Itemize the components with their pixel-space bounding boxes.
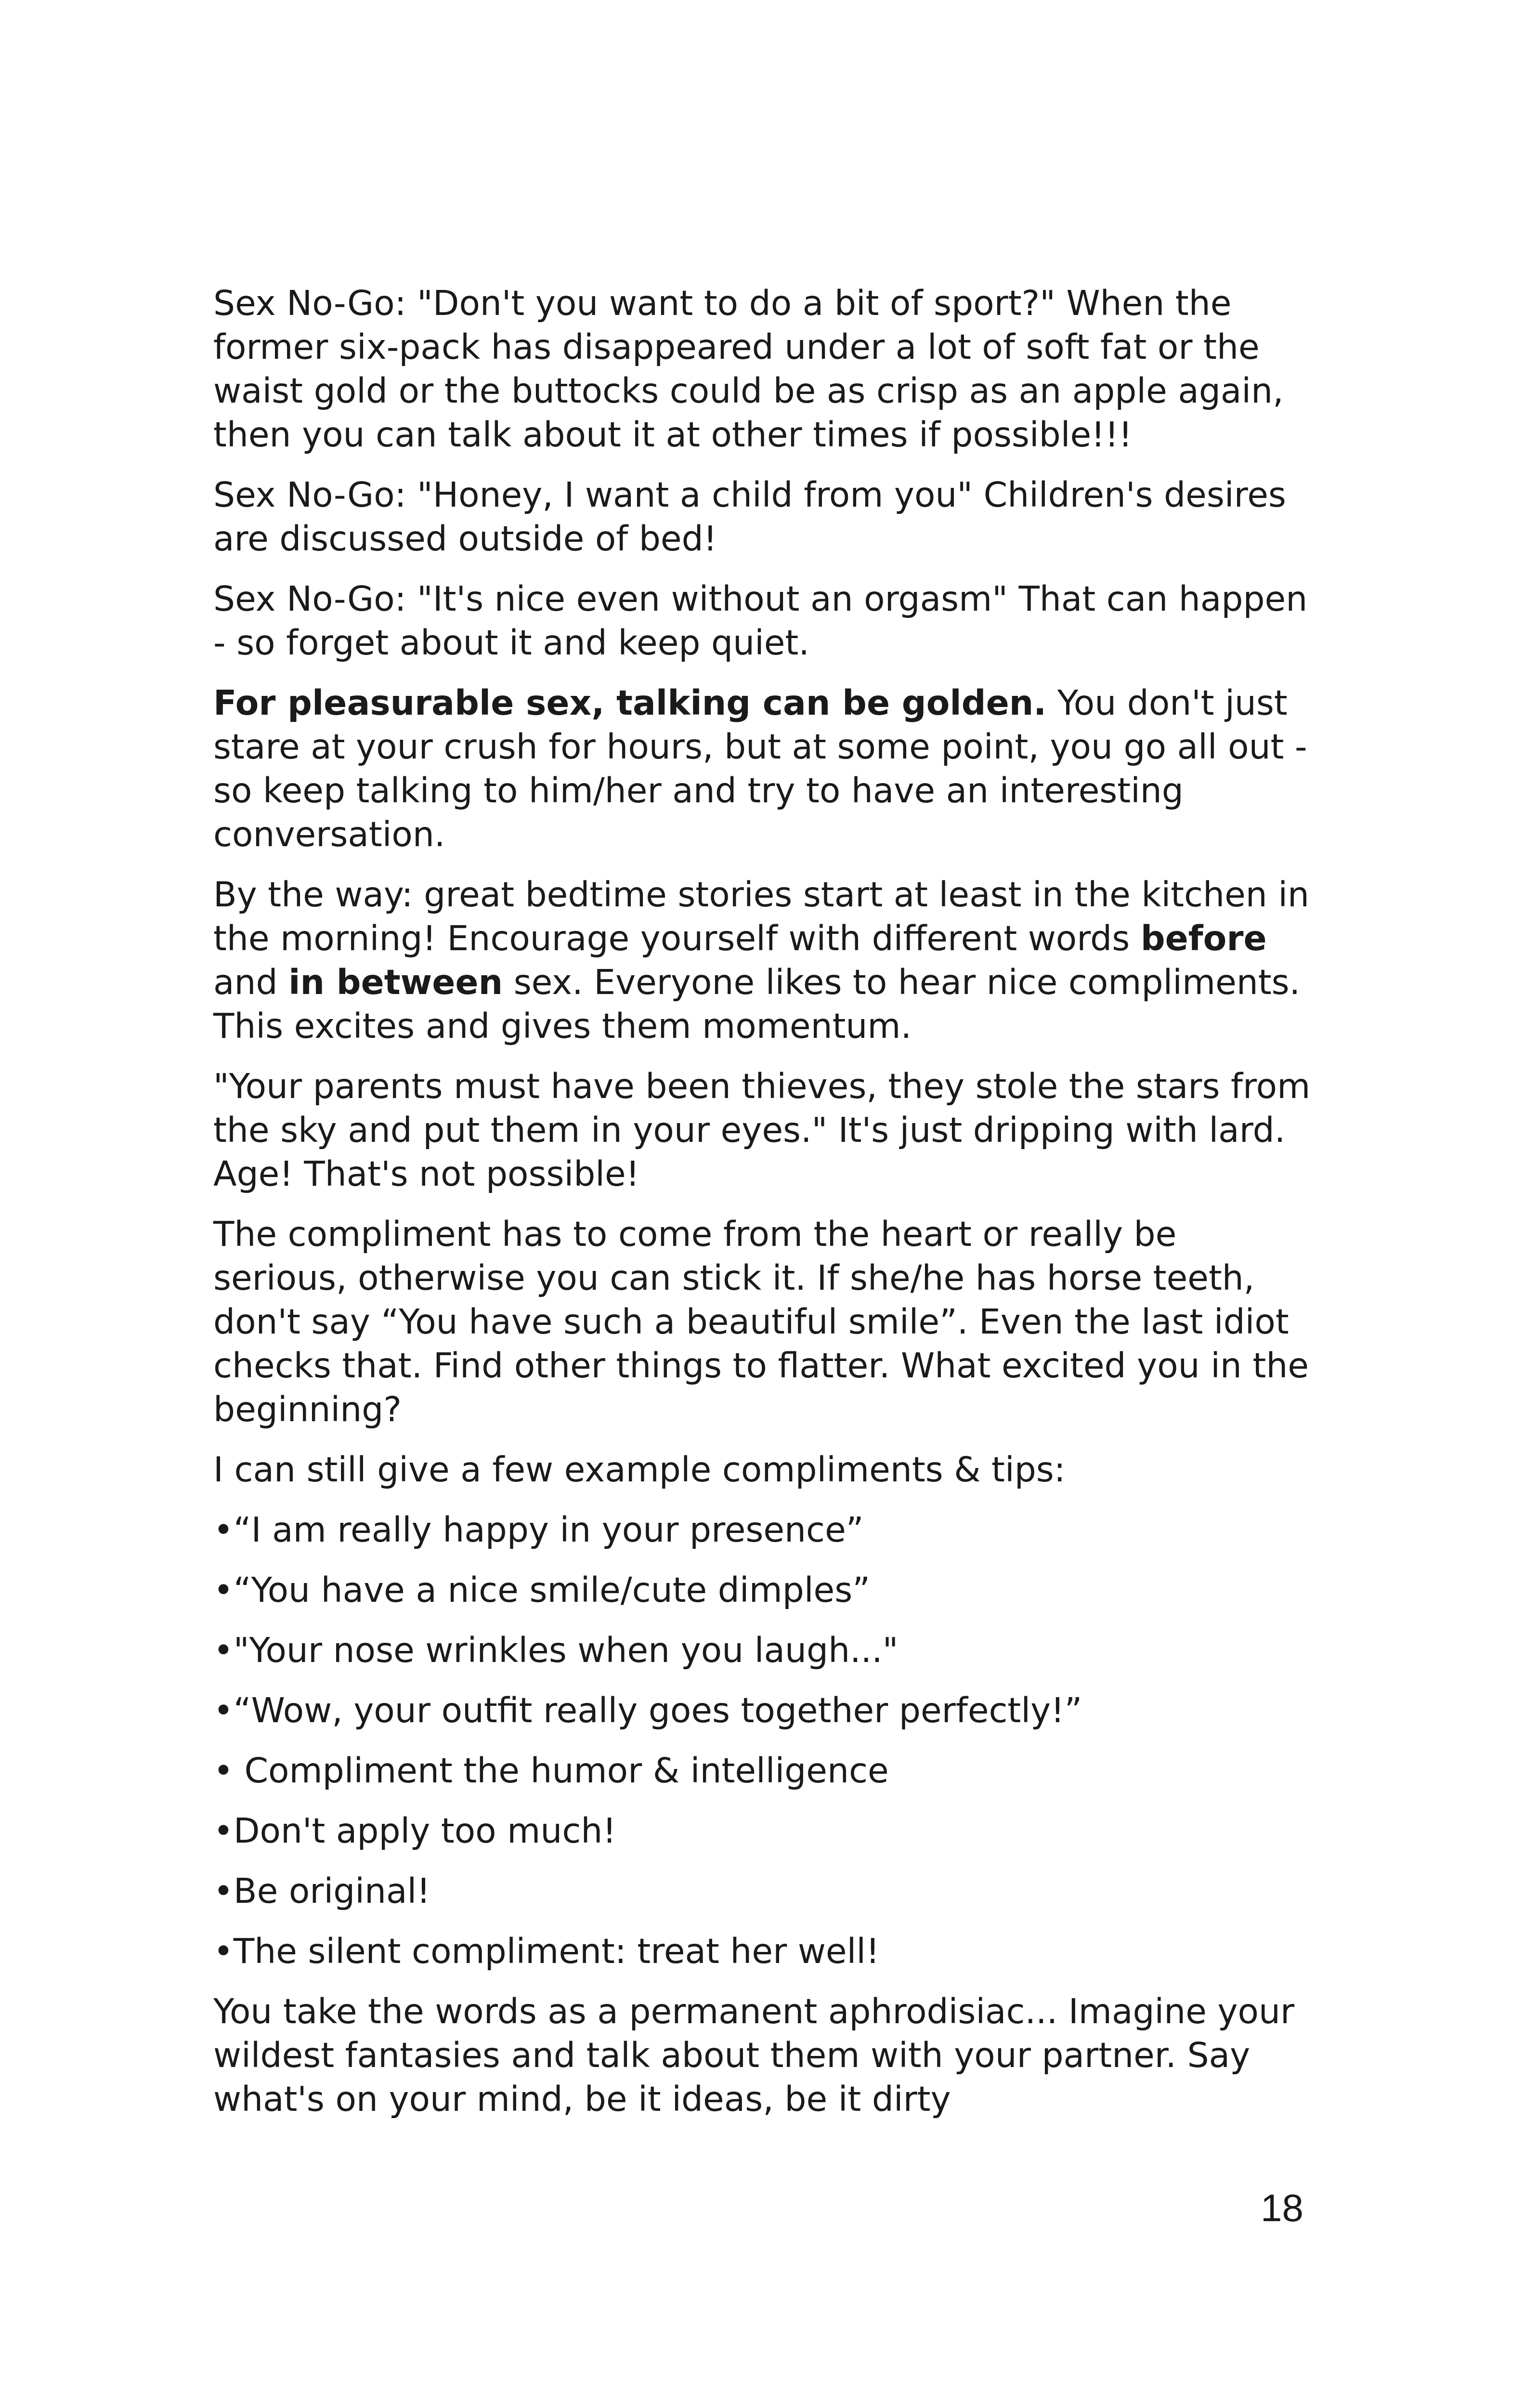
list-item: •“Wow, your outfit really goes together perfectly!” [213,1690,1082,1730]
list-item: •The silent compliment: treat her well! [213,1931,880,1971]
list-item: •"Your nose wrinkles when you laugh..." [213,1630,899,1670]
list-item: •“You have a nice smile/cute dimples” [213,1570,871,1610]
talking-text: You don't just stare at your crush for hours, but at some point, you go all out - so keep talking to him/her and try to have an interesting conversation. [213,683,1307,854]
paragraph-bedtime [213,873,1321,1048]
page-number: 18 [1261,2186,1303,2229]
paragraph-thieves: "Your parents must have been thieves, they stole the stars from the sky and put them in your eyes." It's just dripping with lard. Age! That's not possible! [213,1066,1311,1194]
list-item: •“I am really happy in your presence” [213,1510,864,1550]
paragraph-sport: Sex No-Go: "Don't you want to do a bit of sport?" When the former six-pack has disappeared under a lot of soft fat or the waist gold or the buttocks could be as crisp as an apple again, then you can talk about it at other times if possible!!! [213,283,1284,455]
page-body [213,281,1321,2137]
list-item: •Be original! [213,1871,430,1911]
bedtime-text-c: sex. Everyone likes to hear nice compliments. This excites and gives them momentum. [213,962,1301,1046]
bedtime-text-b: and [213,962,289,1002]
list-item: • Compliment the humor & intelligence [213,1751,889,1791]
list-item: •Don't apply too much! [213,1811,616,1851]
paragraph-heart: The compliment has to come from the heart or really be serious, otherwise you can stick it. If she/he has horse teeth, don't say “You have such a beautiful smile”. Even the last idiot checks that. Find other things to flatter. What excited you in the beginning? [213,1214,1309,1429]
paragraph-talking [213,681,1321,856]
talking-heading: For pleasurable sex, talking can be golden. [213,683,1047,723]
bedtime-text-a: By the way: great bedtime stories start at least in the kitchen in the morning! Encourage yourself with different words [213,875,1310,958]
paragraph-examples-intro: I can still give a few example compliments & tips: [213,1450,1066,1490]
bedtime-bold-in-between: in between [288,962,503,1002]
paragraph-orgasm: Sex No-Go: "It's nice even without an orgasm" That can happen - so forget about it and keep quiet. [213,579,1308,663]
paragraph-child: Sex No-Go: "Honey, I want a child from you" Children's desires are discussed outside of bed! [213,475,1286,559]
bedtime-bold-before: before [1140,918,1267,958]
paragraph-aphrodisiac: You take the words as a permanent aphrodisiac... Imagine your wildest fantasies and talk about them with your partner. Say what's on your mind, be it ideas, be it dirty [213,1991,1295,2119]
